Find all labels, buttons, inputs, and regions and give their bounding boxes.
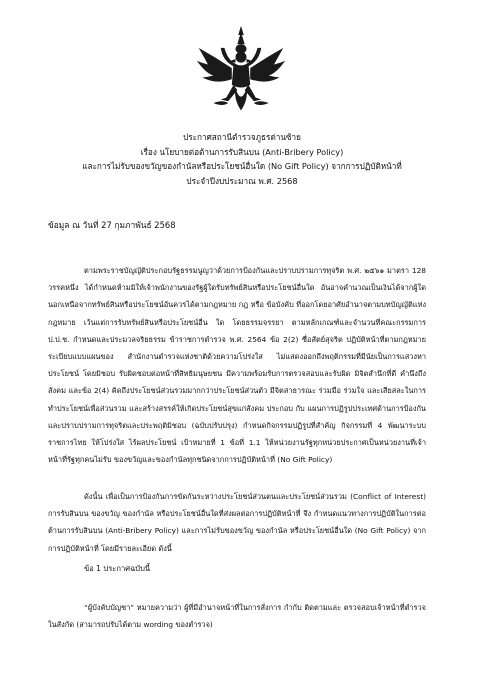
body-paragraph-policy: ดังนั้น เพื่อเป็นการป้องกันการขัดกันระหว่างประโยชน์ส่วนตนและประโยชน์ส่วนรวม (Conflict of Interest) การรับสินบน ของขวัญ ของกำนัล หรือประโยชน์อื่นใดที่ส่งผลต่อการปฏิบัติหน้าที่ จึง กำหนดแนวทางการปฏิบัติในการต่อต้านการรับสินบน (Anti-Bribery Policy) และการไม่รับของขวัญ ของกำนัล หรือประโยชน์อื่นใด (No Gift Policy) จากการปฏิบัติหน้าที่ โดยมีรายละเอียด ดังนี้ — [48, 492, 426, 553]
header-subject: เรื่อง นโยบายต่อต้านการรับสินบน (Anti-Bribery Policy) — [140, 146, 344, 157]
clause-1-heading: ข้อ 1 ประกาศฉบับนี้ — [84, 564, 151, 573]
announcement-header — [40, 130, 444, 188]
header-fiscal-year: ประจำปีงบประมาณ พ.ศ. 2568 — [186, 175, 298, 186]
date-line: ข้อมูล ณ วันที่ 27 กุมภาพันธ์ 2568 — [48, 220, 176, 230]
garuda-emblem-icon — [195, 24, 287, 116]
header-issuer: ประกาศสถานีตำรวจภูธรด่านซ้าย — [183, 132, 301, 142]
header-subject-continued: และการไม่รับของขวัญของกำนัลหรือประโยชน์อื่นใด (No Gift Policy) จากการปฏิบัติหน้าที่ — [82, 161, 402, 171]
definition-paragraph: “ผู้บังคับบัญชา” หมายความว่า ผู้ที่มีอำนาจหน้าที่ในการสั่งการ กำกับ ติดตามและ ตรวจสอบเจ้าหน้าที่ตำรวจในสังกัด (สามารถปรับได้ตาม wording ของตำรวจ) — [48, 603, 426, 630]
body-paragraph-legal-basis: ตามพระราชบัญญัติประกอบรัฐธรรมนูญว่าด้วยการป้องกันและปราบปรามการทุจริต พ.ศ. ๒๕๖๑ มาตรา 128 วรรคหนึ่ง ได้กำหนดห้ามมิให้เจ้าพนักงานของรัฐผู้ใดรับทรัพย์สินหรือประโยชน์อื่นใด อันอาจคำนวณเป็นเงินได้จากผู้ใด นอกเหนือจากทรัพย์สินหรือประโยชน์อันควรได้ตามกฎหมาย กฎ หรือ ข้อบังคับ ที่ออกโดยอาศัยอำนาจตามบทบัญญัติแห่งกฎหมาย เว้นแต่การรับทรัพย์สินหรือประโยชน์อื่น ใด โดยธรรมจรรยา ตามหลักเกณฑ์และจำนวนที่คณะกรรมการ ป.ป.ช. กำหนดและประมวลจริยธรรม ข้าราชการตำรวจ พ.ศ. 2564 ข้อ 2(2) ซื่อสัตย์สุจริต ปฏิบัติหน้าที่ตามกฎหมาย ระเบียบแบบแผนของ สำนักงานตำรวจแห่งชาติด้วยความโปร่งใส ไม่แสดงออกถึงพฤติกรรมที่มีนัยเป็นการแสวงหาประโยชน์ โดยมิชอบ รับผิดชอบต่อหน้าที่สิทธิมนุษยชน มีความพร้อมรับการตรวจสอบและรับผิด มิจิตสำนึกที่ดี คำนึงถึงสังคม และข้อ 2(4) คิดถึงประโยชน์ส่วนรวมมากกว่าประโยชน์ส่วนตัว มีจิตสาธารณะ ร่วมมือ ร่วมใจ และเสียสละในการทำประโยชน์เพื่อส่วนรวม และสร้างสรรค์ให้เกิดประโยชน์สุขแก่สังคม ประกอบ กับ แผนการปฏิรูปประเทศด้านการป้องกันและปราบปรามการทุจริตและประพฤติมิชอบ (ฉบับปรับปรุง) กำหนดกิจกรรมปฏิรูปที่สำคัญ กิจกรรมที่ 4 พัฒนาระบบราชการไทย ให้โปร่งใส ไร้ผลประโยชน์ เป้าหมายที่ 1 ข้อที่ 1.1 ให้หน่วยงานรัฐทุกหน่วยประกาศเป็นหน่วยงานที่เจ้าหน้าที่รัฐทุกคนไม่รับ ของขวัญและของกำนัลทุกชนิดจากการปฏิบัติหน้าที่ (No Gift Policy) — [48, 266, 426, 465]
